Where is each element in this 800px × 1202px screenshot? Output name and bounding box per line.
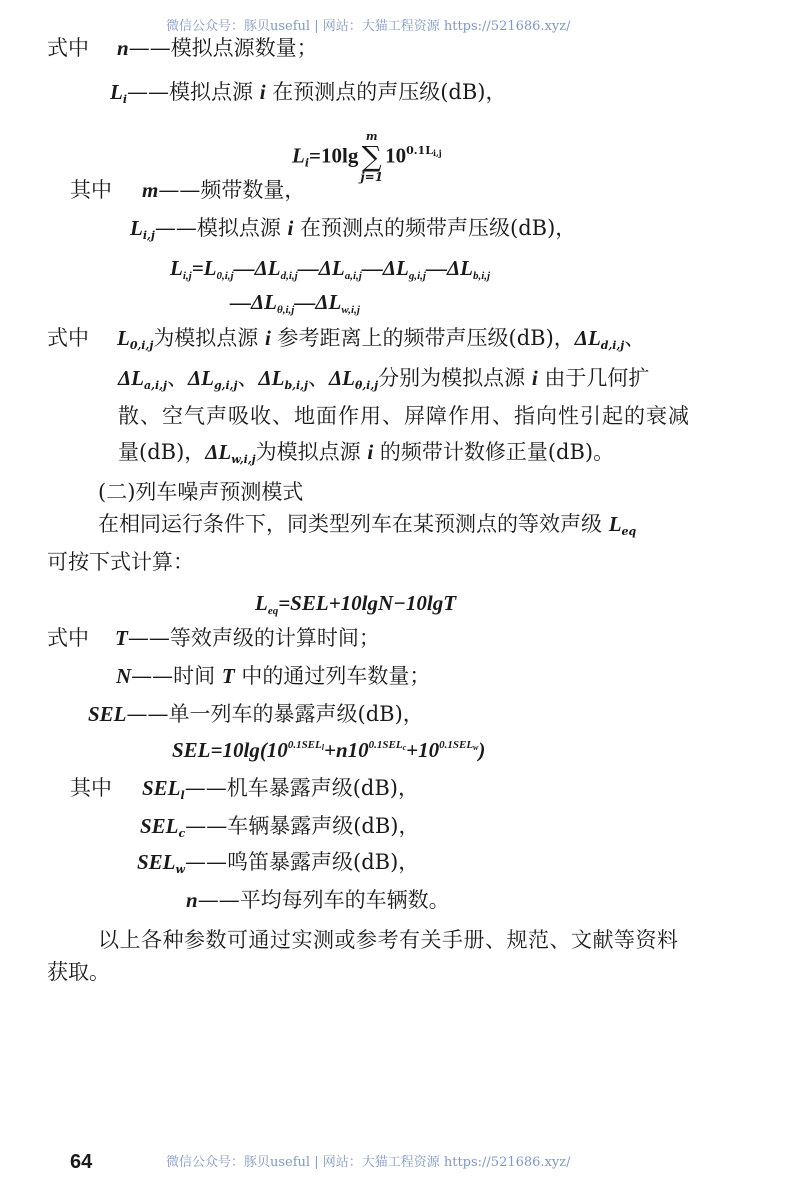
text: 为模拟点源 <box>153 326 265 350</box>
var: SEL <box>88 702 127 726</box>
definition-n-vehicles <box>186 886 450 914</box>
var: ΔL <box>187 366 214 390</box>
sub: g,i,j <box>213 379 238 392</box>
var: m <box>142 178 159 202</box>
text: 分别为模拟点源 <box>378 366 532 390</box>
definition-m <box>70 176 305 204</box>
var: L <box>170 256 183 280</box>
var: n <box>117 36 129 60</box>
text: 中的通过列车数量； <box>234 664 431 688</box>
var: SEL <box>137 850 176 874</box>
paragraph-calc: 可按下式计算： <box>47 550 194 574</box>
sum-upper: m <box>365 130 378 143</box>
text: 参考距离上的频带声压级(dB)， <box>270 326 575 350</box>
sub: i,j <box>182 270 192 282</box>
var: ΔL <box>205 440 232 464</box>
term: +n10 <box>323 738 369 762</box>
term: ) <box>478 738 486 762</box>
var: i <box>531 366 538 390</box>
text: ——平均每列车的车辆数。 <box>197 888 450 912</box>
definition-sel-l <box>70 774 419 802</box>
sep: 、 <box>307 366 329 390</box>
sum-symbol <box>360 131 383 183</box>
var: ΔL <box>118 366 144 390</box>
sub: 0,i,j <box>129 339 154 352</box>
sub: w,i,j <box>231 453 256 466</box>
sub: eq <box>267 605 279 617</box>
sub: b,i,j <box>473 270 491 282</box>
text: ——模拟点源 <box>154 216 288 240</box>
definition-lij <box>130 214 576 242</box>
exp: 0.1L <box>406 143 433 157</box>
exp-sub: c <box>402 743 407 752</box>
sub: g,i,j <box>408 270 426 282</box>
formula-leq <box>255 589 456 617</box>
var: L <box>117 326 130 350</box>
explanation-p3: 散、空气声吸收、地面作用、屏障作用、指向性引起的衰减 <box>118 404 690 428</box>
sub: a,i,j <box>144 379 167 392</box>
formula-lij-cont <box>230 288 360 316</box>
definition-li <box>110 78 506 106</box>
text: 的频带计数修正量(dB)。 <box>373 440 615 464</box>
var: T <box>221 664 235 688</box>
var: T <box>115 626 128 650</box>
exp: 0.1SEL <box>368 739 403 751</box>
label: 式中 <box>47 36 89 60</box>
text: 在预测点的频带声压级(dB)， <box>293 216 577 240</box>
sub: w,i,j <box>341 304 360 316</box>
sub: i,j <box>142 229 155 242</box>
exp-group <box>288 739 324 751</box>
label: 其中 <box>70 178 112 202</box>
sep: 、 <box>237 366 259 390</box>
sub: 0,i,j <box>216 270 234 282</box>
sub: i <box>122 93 128 106</box>
text: 量(dB)， <box>118 440 206 464</box>
text: ——单一列车的暴露声级(dB)， <box>126 702 424 726</box>
sub: a,i,j <box>344 270 362 282</box>
explanation-p4 <box>118 438 614 466</box>
sep: 、 <box>624 326 646 350</box>
text: ——等效声级的计算时间； <box>127 626 380 650</box>
text: ——机车暴露声级(dB)， <box>184 776 419 800</box>
sub: θ,i,j <box>354 379 379 392</box>
text: ——鸣笛暴露声级(dB)， <box>185 850 420 874</box>
var: L <box>130 216 143 240</box>
closing-paragraph: 以上各种参数可通过实测或参考有关手册、规范、文献等资料 <box>98 928 679 952</box>
term: +10 <box>406 738 440 762</box>
var: i <box>259 80 266 104</box>
sub: i <box>304 156 310 170</box>
var: ΔL <box>574 326 601 350</box>
formula-sel <box>172 736 485 764</box>
var: ΔL <box>328 366 355 390</box>
term: =L <box>191 256 217 280</box>
exp-sub: w <box>473 743 479 752</box>
explanation-p1 <box>47 324 645 352</box>
term: —ΔL <box>294 290 342 314</box>
text: 10 <box>385 143 407 168</box>
exp: 0.1SEL <box>439 739 474 751</box>
text: 由于几何扩 <box>537 366 650 390</box>
watermark-top: 微信公众号：豚贝useful | 网站：大猫工程资源 https://521686.xyz/ <box>166 19 571 34</box>
sigma: ∑ <box>361 140 382 173</box>
text: ——时间 <box>131 664 222 688</box>
var: ΔL <box>258 366 285 390</box>
watermark-bottom: 微信公众号：豚贝useful | 网站：大猫工程资源 https://521686.xyz/ <box>166 1155 571 1170</box>
definition-n-trains <box>116 662 430 690</box>
text: 在相同运行条件下，同类型列车在某预测点的等效声级 <box>98 512 609 536</box>
page-number: 64 <box>70 1151 93 1173</box>
exp-group <box>369 739 407 751</box>
definition-t <box>47 624 380 652</box>
term: —ΔL <box>297 256 345 280</box>
text: ——频带数量， <box>158 178 306 202</box>
var: L <box>608 512 622 536</box>
exp-group <box>406 144 442 157</box>
sub: c <box>178 827 186 840</box>
sub: θ,i,j <box>277 304 295 316</box>
var: i <box>265 326 271 350</box>
var: L <box>255 591 268 615</box>
sum-lower: j=1 <box>360 170 384 184</box>
text: =10lg <box>309 143 359 168</box>
formula-li <box>292 131 442 183</box>
var: i <box>287 216 294 240</box>
definition-n <box>47 34 318 62</box>
term: —ΔL <box>233 256 281 280</box>
var: SEL <box>142 776 181 800</box>
sub: b,i,j <box>284 379 308 392</box>
var: L <box>292 143 305 168</box>
var: N <box>116 664 132 688</box>
definition-sel <box>88 700 424 728</box>
var: n <box>186 888 198 912</box>
label: 式中 <box>47 326 89 350</box>
text: ——车辆暴露声级(dB)， <box>185 814 420 838</box>
sub: d,i,j <box>600 339 625 352</box>
var: SEL <box>140 814 179 838</box>
text: ——模拟点源数量； <box>128 36 318 60</box>
exp-group <box>439 739 478 751</box>
exp-sub: l <box>321 743 324 752</box>
var: SEL <box>172 738 211 762</box>
text: 在预测点的声压级(dB)， <box>265 80 507 104</box>
sub: l <box>180 789 185 802</box>
formula-lij <box>170 254 490 282</box>
paragraph-leq <box>98 510 636 538</box>
sep: 、 <box>166 366 188 390</box>
exp: 0.1SEL <box>287 739 322 751</box>
label: 其中 <box>70 776 112 800</box>
closing-paragraph-end: 获取。 <box>47 960 110 984</box>
explanation-p2 <box>118 364 649 392</box>
text: ——模拟点源 <box>127 80 260 104</box>
definition-sel-w <box>137 848 419 876</box>
section-heading: (二)列车噪声预测模式 <box>98 480 304 504</box>
definition-sel-c <box>140 812 419 840</box>
term: =SEL+10lgN−10lgT <box>278 591 457 615</box>
var: L <box>110 80 123 104</box>
label: 式中 <box>47 626 89 650</box>
sub: w <box>175 863 185 876</box>
sub: eq <box>621 525 637 538</box>
exp-sub: i,j <box>432 147 442 158</box>
term: —ΔL <box>230 290 277 314</box>
sub: d,i,j <box>280 270 298 282</box>
var: i <box>367 440 374 464</box>
term: —ΔL <box>361 256 409 280</box>
term: =10lg(10 <box>210 738 288 762</box>
term: —ΔL <box>426 256 473 280</box>
text: 为模拟点源 <box>255 440 368 464</box>
